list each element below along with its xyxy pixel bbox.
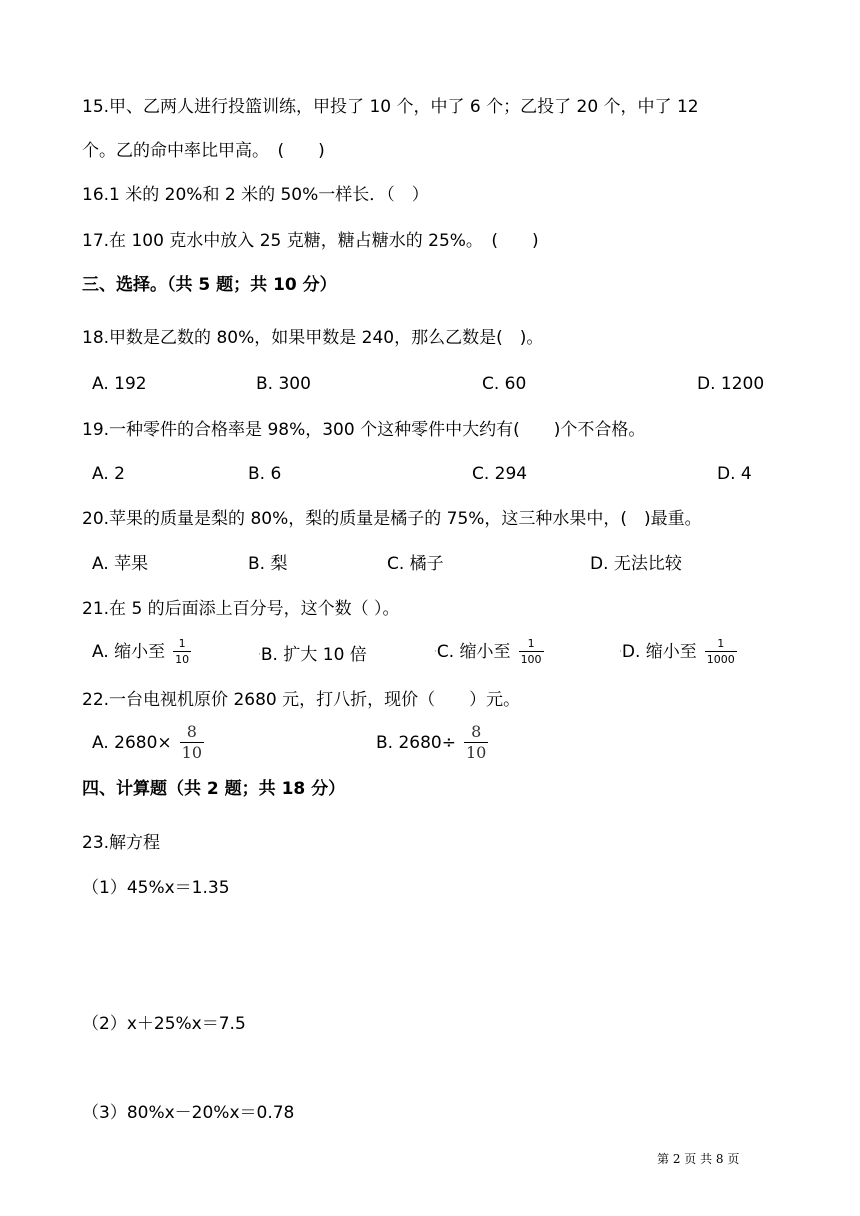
fraction-bar — [519, 651, 544, 652]
fraction-denominator: 10 — [465, 743, 487, 762]
question-15-line2: 个。乙的命中率比甲高。 ( ) — [82, 141, 325, 161]
fraction-denominator: 10 — [181, 743, 203, 762]
fraction-denominator: 1000 — [706, 653, 735, 666]
fraction-numerator: 1 — [717, 637, 725, 650]
question-18-option-d: D. 1200 — [697, 374, 765, 394]
option-label: A. 缩小至 — [92, 641, 166, 662]
question-21-option-c — [434, 638, 544, 665]
question-20-option-d: D. 无法比较 — [590, 554, 682, 574]
section-4-title: 四、计算题（共 2 题；共 18 分） — [82, 779, 346, 799]
fraction-denominator: 10 — [175, 653, 190, 666]
fraction — [519, 638, 544, 665]
section-3-title: 三、选择。（共 5 题；共 10 分） — [82, 275, 337, 295]
fraction — [180, 724, 204, 761]
equation-3: （3）80%x－20%x＝0.78 — [82, 1103, 295, 1123]
question-21-option-d — [619, 638, 737, 665]
fraction-numerator: 8 — [471, 722, 482, 741]
question-21-option-a — [92, 638, 191, 665]
question-18-stem: 18.甲数是乙数的 80%，如果甲数是 240，那么乙数是( )。 — [82, 328, 544, 348]
fraction-denominator: 100 — [520, 653, 542, 666]
bullet-dot: · — [258, 650, 261, 660]
question-19-option-d: D. 4 — [717, 464, 752, 484]
fraction-bar — [705, 651, 737, 652]
question-18-option-b: B. 300 — [256, 374, 311, 394]
question-20-option-c: C. 橘子 — [387, 554, 444, 574]
question-17: 17.在 100 克水中放入 25 克糖，糖占糖水的 25%。 ( ) — [82, 231, 539, 251]
question-15-line1: 15.甲、乙两人进行投篮训练，甲投了 10 个，中了 6 个；乙投了 20 个，中了 12 — [82, 97, 699, 117]
fraction-numerator: 8 — [186, 722, 197, 741]
option-label: D. 缩小至 — [621, 641, 697, 662]
option-label: C. 缩小至 — [436, 641, 511, 662]
fraction — [705, 638, 737, 665]
question-21-stem: 21.在 5 的后面添上百分号，这个数（ ）。 — [82, 599, 400, 619]
fraction-bar — [173, 651, 191, 652]
question-19-option-b: B. 6 — [248, 464, 282, 484]
question-20-option-a: A. 苹果 — [92, 554, 149, 574]
question-18-option-c: C. 60 — [482, 374, 527, 394]
question-20-option-b: B. 梨 — [248, 554, 288, 574]
page-number: 第 2 页 共 8 页 — [657, 1152, 740, 1166]
option-label: A. 2680× — [92, 732, 172, 753]
question-23-stem: 23.解方程 — [82, 833, 161, 853]
option-label: B. 扩大 10 倍 — [260, 645, 367, 665]
question-18-option-a: A. 192 — [92, 374, 147, 394]
fraction — [464, 724, 488, 761]
fraction-numerator: 1 — [527, 637, 535, 650]
equation-1: （1）45%x＝1.35 — [82, 878, 230, 898]
question-22-option-b — [376, 724, 488, 761]
bullet-dot: · — [434, 646, 437, 657]
question-16: 16.1 米的 20%和 2 米的 50%一样长．（ ） — [82, 185, 429, 205]
fraction — [173, 638, 191, 665]
question-20-stem: 20.苹果的质量是梨的 80%，梨的质量是橘子的 75%，这三种水果中，( )最重。 — [82, 509, 702, 529]
question-22-option-a — [92, 724, 204, 761]
bullet-dot: · — [619, 646, 622, 657]
question-19-stem: 19.一种零件的合格率是 98%，300 个这种零件中大约有( )个不合格。 — [82, 420, 646, 440]
option-label: B. 2680÷ — [376, 732, 456, 753]
equation-2: （2）x＋25%x＝7.5 — [82, 1014, 246, 1034]
fraction-numerator: 1 — [178, 637, 186, 650]
question-19-option-c: C. 294 — [472, 464, 528, 484]
question-19-option-a: A. 2 — [92, 464, 125, 484]
question-21-option-b — [258, 643, 367, 667]
question-22-stem: 22.一台电视机原价 2680 元，打八折，现价（ ）元。 — [82, 690, 521, 710]
